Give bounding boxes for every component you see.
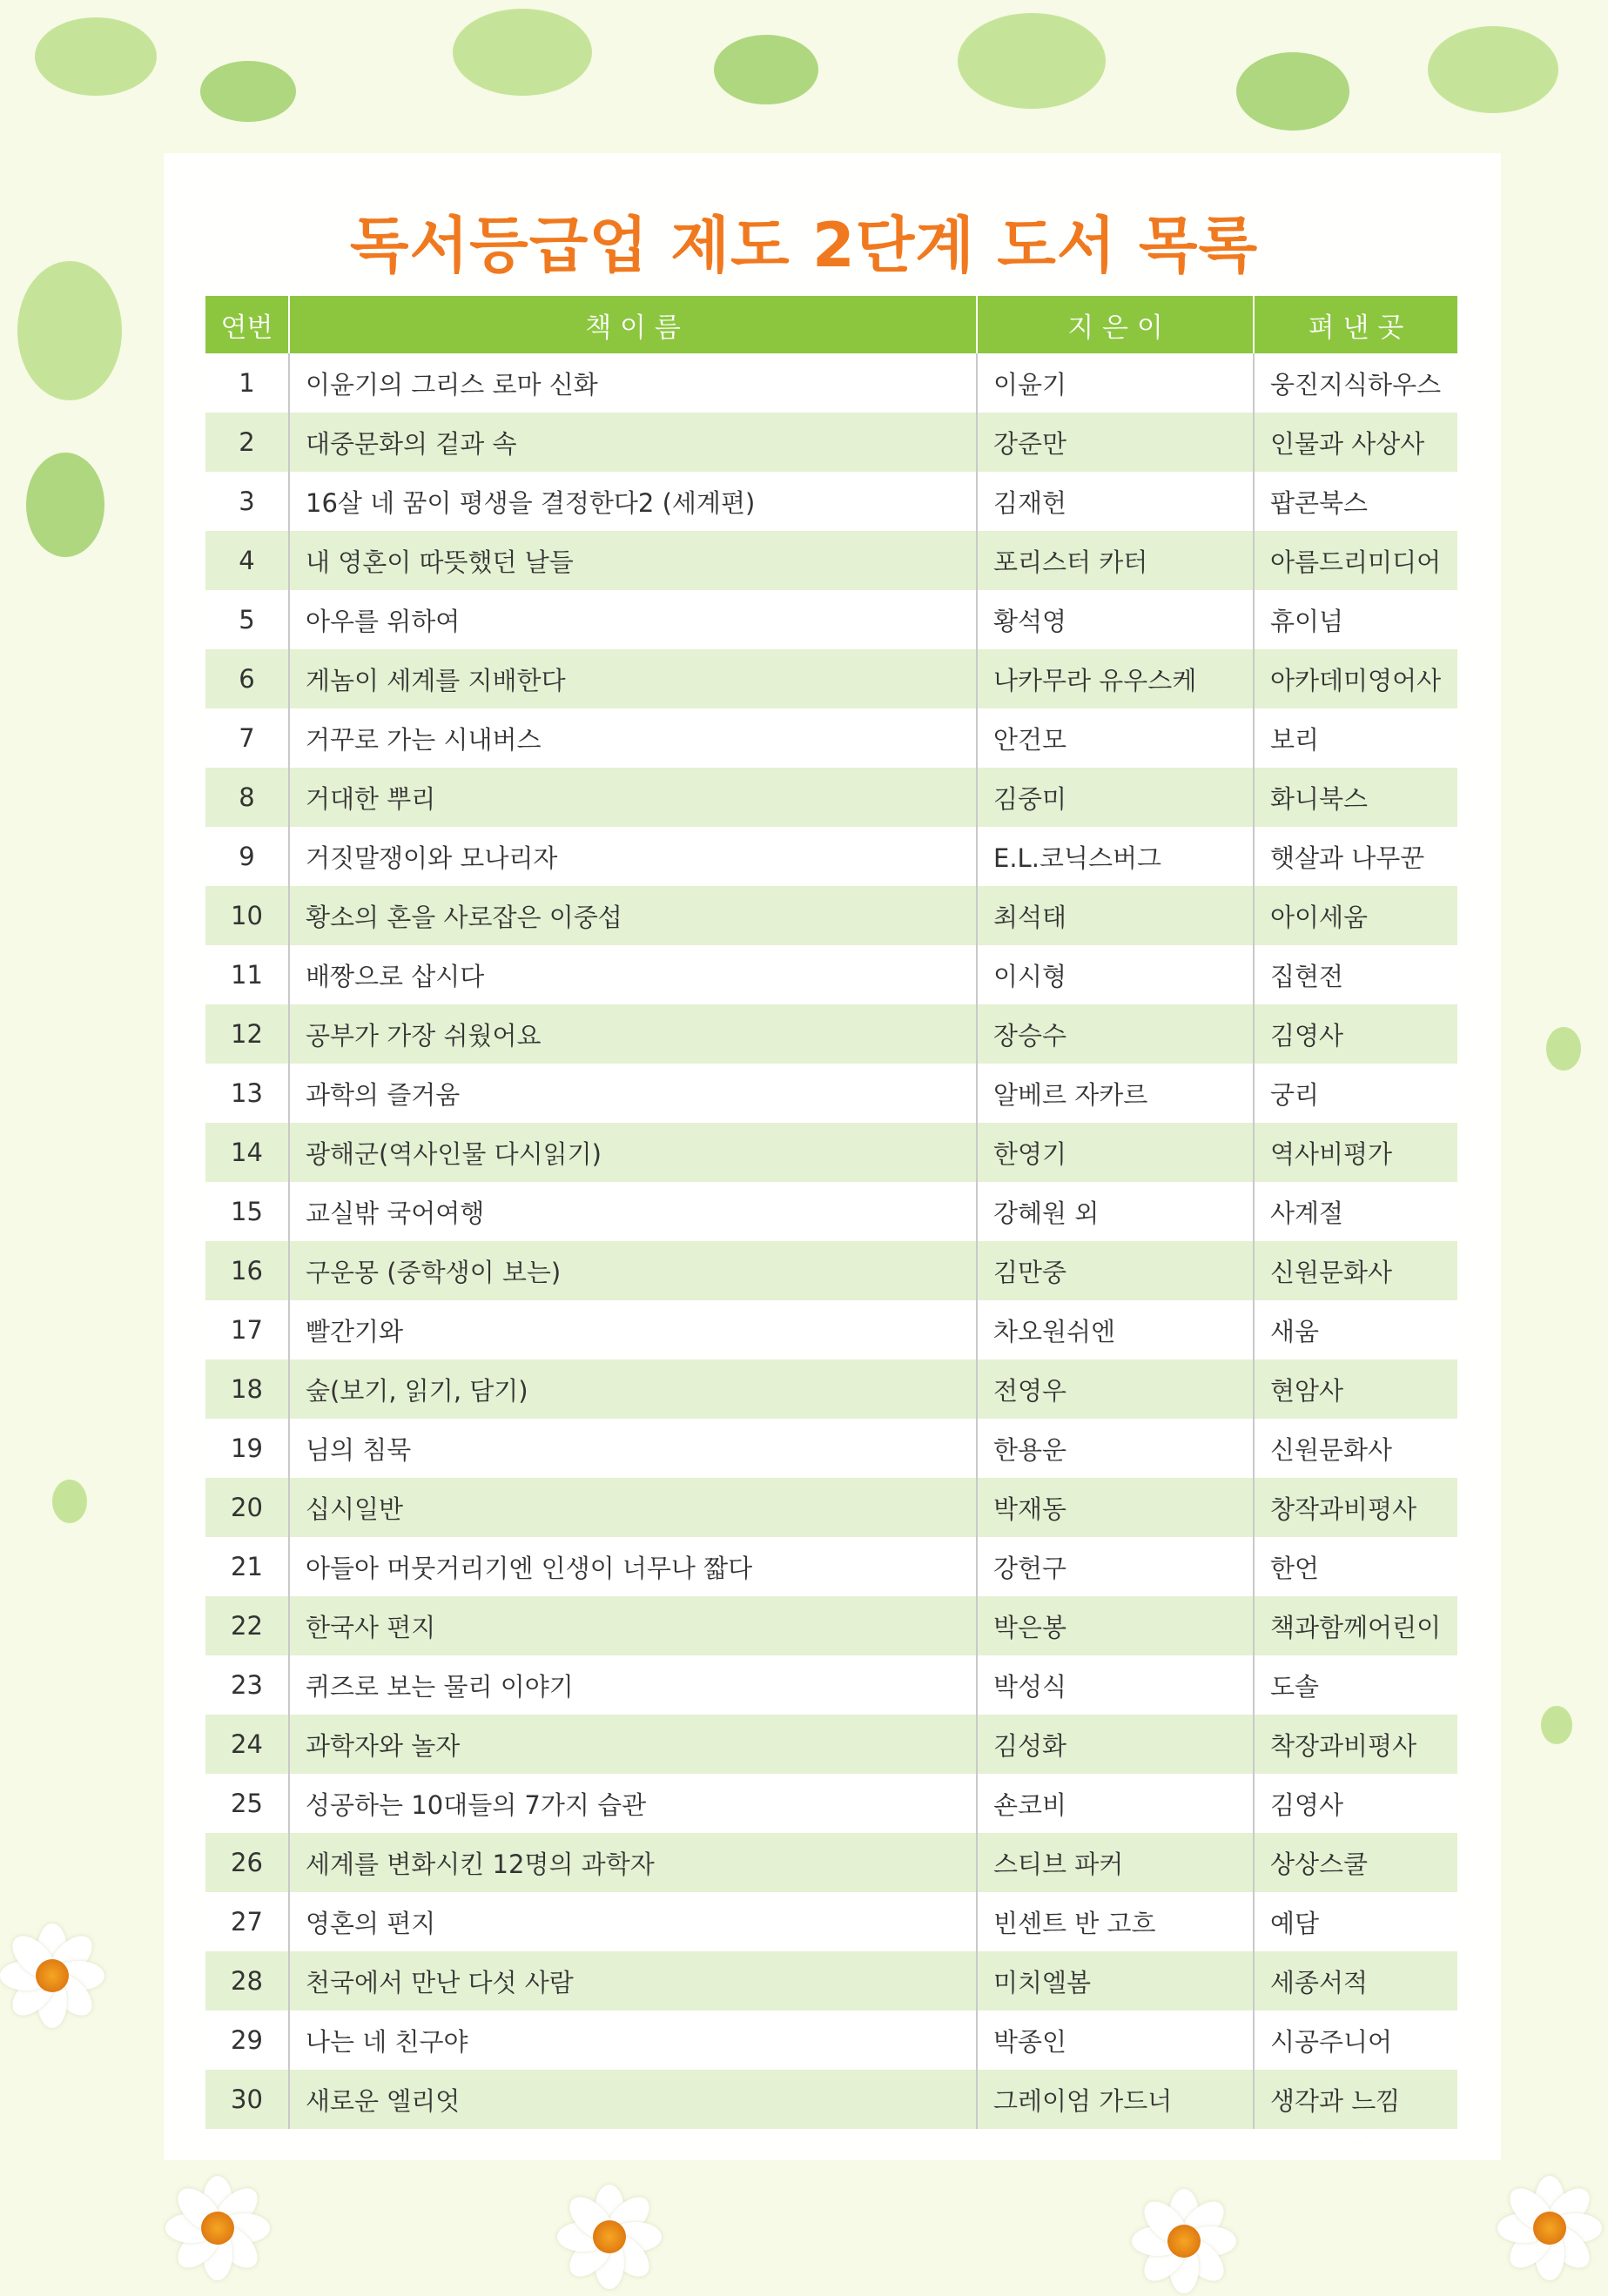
cell-publisher: 보리 [1254, 708, 1457, 768]
cell-title: 과학자와 놀자 [289, 1715, 977, 1774]
leaf-decoration [714, 35, 818, 104]
cell-publisher: 신원문화사 [1254, 1241, 1457, 1300]
cell-number: 30 [205, 2070, 289, 2129]
cell-author: 나카무라 유우스케 [977, 649, 1254, 708]
cell-number: 15 [205, 1182, 289, 1241]
cell-title: 구운몽 (중학생이 보는) [289, 1241, 977, 1300]
cell-author: 알베르 자카르 [977, 1064, 1254, 1123]
cell-number: 11 [205, 945, 289, 1004]
cell-number: 22 [205, 1596, 289, 1655]
cell-author: 황석영 [977, 590, 1254, 649]
cell-author: 포리스터 카터 [977, 531, 1254, 590]
cell-author: 스티브 파커 [977, 1833, 1254, 1892]
table-row [205, 1833, 1457, 1892]
cell-title: 세계를 변화시킨 12명의 과학자 [289, 1833, 977, 1892]
table-row [205, 2011, 1457, 2070]
cell-author: 김재헌 [977, 472, 1254, 531]
cell-title: 숲(보기, 읽기, 담기) [289, 1359, 977, 1419]
leaf-decoration [1236, 52, 1349, 131]
leaf-decoration [1546, 1027, 1581, 1071]
cell-publisher: 아카데미영어사 [1254, 649, 1457, 708]
cell-author: 그레이엄 가드너 [977, 2070, 1254, 2129]
cell-number: 19 [205, 1419, 289, 1478]
cell-title: 광해군(역사인물 다시읽기) [289, 1123, 977, 1182]
cell-title: 대중문화의 겉과 속 [289, 413, 977, 472]
table-row [205, 2070, 1457, 2129]
table-row [205, 1951, 1457, 2011]
table-row [205, 827, 1457, 886]
cell-publisher: 새움 [1254, 1300, 1457, 1359]
cell-title: 빨간기와 [289, 1300, 977, 1359]
table-row [205, 1478, 1457, 1537]
cell-publisher: 궁리 [1254, 1064, 1457, 1123]
cell-number: 17 [205, 1300, 289, 1359]
table-row [205, 1774, 1457, 1833]
cell-publisher: 세종서적 [1254, 1951, 1457, 2011]
cell-publisher: 휴이넘 [1254, 590, 1457, 649]
cell-author: 강헌구 [977, 1537, 1254, 1596]
cell-publisher: 현암사 [1254, 1359, 1457, 1419]
table-row [205, 531, 1457, 590]
header-number: 연번 [205, 296, 289, 353]
cell-author: 한영기 [977, 1123, 1254, 1182]
cell-title: 공부가 가장 쉬웠어요 [289, 1004, 977, 1064]
cell-number: 1 [205, 353, 289, 413]
leaf-decoration [200, 61, 296, 122]
cell-title: 성공하는 10대들의 7가지 습관 [289, 1774, 977, 1833]
table-row [205, 1596, 1457, 1655]
table-row [205, 1537, 1457, 1596]
cell-author: 박재동 [977, 1478, 1254, 1537]
cell-author: 이시형 [977, 945, 1254, 1004]
page-title: 독서등급업 제도 2단계 도서 목록 [349, 210, 1259, 281]
leaf-decoration [958, 13, 1106, 109]
cell-publisher: 웅진지식하우스 [1254, 353, 1457, 413]
cell-number: 5 [205, 590, 289, 649]
cell-title: 게놈이 세계를 지배한다 [289, 649, 977, 708]
cell-title: 아우를 위하여 [289, 590, 977, 649]
cell-title: 거꾸로 가는 시내버스 [289, 708, 977, 768]
cell-author: 최석태 [977, 886, 1254, 945]
cell-publisher: 책과함께어린이 [1254, 1596, 1457, 1655]
cell-number: 21 [205, 1537, 289, 1596]
cell-number: 29 [205, 2011, 289, 2070]
header-author: 지 은 이 [977, 296, 1254, 353]
cell-publisher: 햇살과 나무꾼 [1254, 827, 1457, 886]
cell-title: 과학의 즐거움 [289, 1064, 977, 1123]
cell-publisher: 도솔 [1254, 1655, 1457, 1715]
cell-title: 배짱으로 삽시다 [289, 945, 977, 1004]
header-publisher: 펴 낸 곳 [1254, 296, 1457, 353]
cell-number: 27 [205, 1892, 289, 1951]
table-row [205, 649, 1457, 708]
cell-publisher: 한언 [1254, 1537, 1457, 1596]
table-row [205, 413, 1457, 472]
cell-author: 차오원쉬엔 [977, 1300, 1254, 1359]
table-row [205, 590, 1457, 649]
cell-number: 14 [205, 1123, 289, 1182]
cell-number: 28 [205, 1951, 289, 2011]
cell-number: 20 [205, 1478, 289, 1537]
cell-number: 23 [205, 1655, 289, 1715]
cell-title: 님의 침묵 [289, 1419, 977, 1478]
leaf-decoration [1541, 1706, 1572, 1744]
cell-publisher: 착장과비평사 [1254, 1715, 1457, 1774]
cell-author: 강혜원 외 [977, 1182, 1254, 1241]
cell-publisher: 김영사 [1254, 1004, 1457, 1064]
cell-author: 김성화 [977, 1715, 1254, 1774]
table-row [205, 1419, 1457, 1478]
table-row [205, 708, 1457, 768]
cell-title: 거대한 뿌리 [289, 768, 977, 827]
cell-publisher: 집현전 [1254, 945, 1457, 1004]
cell-publisher: 인물과 사상사 [1254, 413, 1457, 472]
book-list-table [205, 296, 1457, 2129]
cell-number: 24 [205, 1715, 289, 1774]
cell-author: 박종인 [977, 2011, 1254, 2070]
cell-number: 8 [205, 768, 289, 827]
table-row [205, 1182, 1457, 1241]
cell-author: E.L.코닉스버그 [977, 827, 1254, 886]
cell-author: 전영우 [977, 1359, 1254, 1419]
table-row [205, 945, 1457, 1004]
cell-author: 숀코비 [977, 1774, 1254, 1833]
cell-title: 거짓말쟁이와 모나리자 [289, 827, 977, 886]
cell-title: 퀴즈로 보는 물리 이야기 [289, 1655, 977, 1715]
cell-number: 6 [205, 649, 289, 708]
table-row [205, 1241, 1457, 1300]
cell-author: 이윤기 [977, 353, 1254, 413]
cell-title: 16살 네 꿈이 평생을 결정한다2 (세계편) [289, 472, 977, 531]
cell-publisher: 사계절 [1254, 1182, 1457, 1241]
cell-title: 천국에서 만난 다섯 사람 [289, 1951, 977, 2011]
table-row [205, 1715, 1457, 1774]
cell-number: 25 [205, 1774, 289, 1833]
cell-title: 나는 네 친구야 [289, 2011, 977, 2070]
cell-publisher: 예담 [1254, 1892, 1457, 1951]
cell-title: 교실밖 국어여행 [289, 1182, 977, 1241]
table-row [205, 1655, 1457, 1715]
table-row [205, 472, 1457, 531]
cell-number: 7 [205, 708, 289, 768]
cell-author: 김중미 [977, 768, 1254, 827]
table-row [205, 1064, 1457, 1123]
cell-author: 박은봉 [977, 1596, 1254, 1655]
cell-author: 박성식 [977, 1655, 1254, 1715]
cell-publisher: 시공주니어 [1254, 2011, 1457, 2070]
table-row [205, 1123, 1457, 1182]
leaf-decoration [1428, 26, 1558, 113]
leaf-decoration [453, 9, 592, 96]
header-title: 책 이 름 [289, 296, 977, 353]
cell-title: 이윤기의 그리스 로마 신화 [289, 353, 977, 413]
cell-number: 2 [205, 413, 289, 472]
leaf-decoration [52, 1480, 87, 1523]
cell-number: 12 [205, 1004, 289, 1064]
leaf-decoration [26, 453, 104, 557]
table-row [205, 1892, 1457, 1951]
cell-title: 새로운 엘리엇 [289, 2070, 977, 2129]
cell-title: 아들아 머뭇거리기엔 인생이 너무나 짧다 [289, 1537, 977, 1596]
leaf-decoration [35, 17, 157, 96]
cell-number: 13 [205, 1064, 289, 1123]
cell-author: 미치엘봄 [977, 1951, 1254, 2011]
cell-publisher: 팝콘북스 [1254, 472, 1457, 531]
cell-publisher: 상상스쿨 [1254, 1833, 1457, 1892]
table-row [205, 1004, 1457, 1064]
cell-author: 한용운 [977, 1419, 1254, 1478]
cell-author: 장승수 [977, 1004, 1254, 1064]
table-row [205, 768, 1457, 827]
cell-title: 영혼의 편지 [289, 1892, 977, 1951]
cell-title: 황소의 혼을 사로잡은 이중섭 [289, 886, 977, 945]
cell-title: 한국사 편지 [289, 1596, 977, 1655]
table-body [205, 353, 1457, 2129]
cell-author: 안건모 [977, 708, 1254, 768]
cell-publisher: 화니북스 [1254, 768, 1457, 827]
cell-author: 김만중 [977, 1241, 1254, 1300]
table-row [205, 1300, 1457, 1359]
table-header-row [205, 296, 1457, 353]
cell-number: 26 [205, 1833, 289, 1892]
cell-publisher: 창작과비평사 [1254, 1478, 1457, 1537]
cell-number: 3 [205, 472, 289, 531]
cell-number: 4 [205, 531, 289, 590]
table-row [205, 353, 1457, 413]
table-row [205, 1359, 1457, 1419]
cell-author: 강준만 [977, 413, 1254, 472]
cell-author: 빈센트 반 고흐 [977, 1892, 1254, 1951]
cell-number: 9 [205, 827, 289, 886]
cell-publisher: 생각과 느낌 [1254, 2070, 1457, 2129]
cell-publisher: 신원문화사 [1254, 1419, 1457, 1478]
cell-publisher: 역사비평가 [1254, 1123, 1457, 1182]
cell-number: 16 [205, 1241, 289, 1300]
cell-publisher: 아름드리미디어 [1254, 531, 1457, 590]
cell-publisher: 아이세움 [1254, 886, 1457, 945]
cell-number: 10 [205, 886, 289, 945]
cell-title: 내 영혼이 따뜻했던 날들 [289, 531, 977, 590]
cell-publisher: 김영사 [1254, 1774, 1457, 1833]
table-row [205, 886, 1457, 945]
cell-title: 십시일반 [289, 1478, 977, 1537]
cell-number: 18 [205, 1359, 289, 1419]
